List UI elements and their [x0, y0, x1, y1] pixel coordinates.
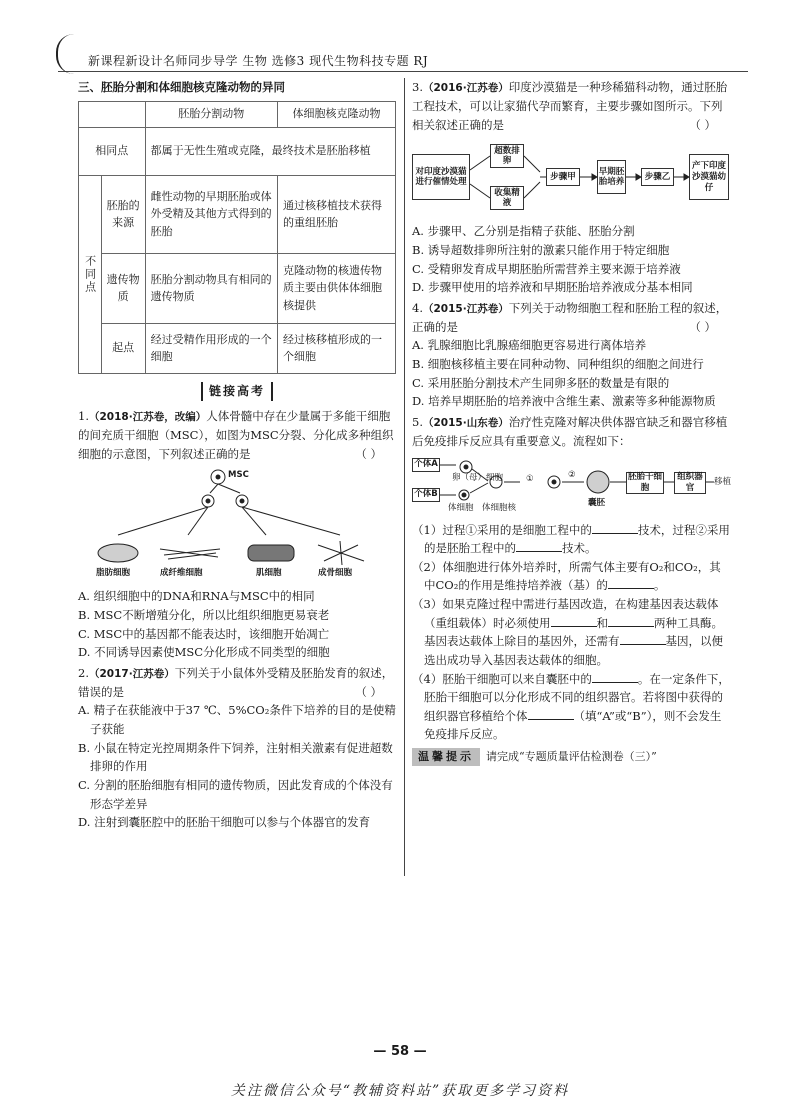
question-stem: [412, 299, 730, 337]
sub-question-text: 两种工具酶。基因表达载体上除目的基因外，还需有: [424, 615, 723, 649]
table-cell: 胚胎分割动物具有相同的遗传物质: [145, 253, 277, 323]
option: B. 诱导超数排卵所注射的激素只能作用于特定细胞: [412, 242, 670, 257]
cat-flow-figure: [412, 140, 730, 218]
row-label: 胚胎的来源: [101, 175, 145, 253]
option: C. 采用胚胎分割技术产生同卵多胚的数量是有限的: [412, 375, 670, 390]
option: A. 步骤甲、乙分别是指精子获能、胚胎分割: [412, 224, 635, 239]
option: A. 精子在获能液中于37 ℃、5%CO₂条件下培养的目的是使精子获能: [78, 703, 396, 737]
page-header: [58, 48, 748, 72]
option: B. MSC不断增殖分化，所以比组织细胞更易衰老: [78, 607, 330, 622]
header-title: 新课程新设计名师同步导学 生物 选修3 现代生物科技专题 RJ: [88, 54, 429, 68]
page-number: — 58 —: [373, 1044, 427, 1059]
answer-blank[interactable]: [516, 540, 562, 552]
sub-question-text: （2）体细胞进行体外培养时，所需气体主要有O₂和CO₂，其中CO₂的作用是维持培养液（基）的: [412, 559, 721, 593]
step-start-box: 对印度沙漠猫进行催情处理: [412, 154, 470, 200]
msc-figure: [78, 465, 396, 585]
clone-flow-figure: [412, 455, 730, 517]
answer-blank[interactable]: [620, 633, 666, 645]
sub-question-text: 和: [596, 615, 608, 630]
answer-paren: （ ）: [689, 319, 716, 334]
stem-cell-box: 胚胎干细胞: [627, 471, 662, 493]
option: A. 组织细胞中的DNA和RNA与MSC中的相同: [78, 589, 315, 604]
step-down-box: 收集精液: [490, 186, 524, 210]
section-title: 三、胚胎分割和体细胞核克隆动物的异同: [78, 80, 285, 94]
option: A. 乳腺细胞比乳腺癌细胞更容易进行离体培养: [412, 338, 647, 353]
answer-paren: （ ）: [355, 684, 382, 699]
option: C. 受精卵发育成早期胚胎所需营养主要来源于培养液: [412, 261, 681, 276]
footer-note: 关注微信公众号“教辅资料站”获取更多学习资料: [230, 1083, 570, 1099]
nucleus-label: 体细胞核: [482, 502, 517, 513]
option: D. 注射到囊胚腔中的胚胎干细胞可以参与个体器官的发育: [78, 815, 371, 830]
blastocyst-label: 囊胚: [588, 497, 606, 508]
individual-a-box: 个体A: [412, 458, 440, 472]
option: D. 不同诱导因素使MSC分化形成不同类型的细胞: [78, 645, 330, 660]
question-text: 治疗性克隆对解决供体器官缺乏和器官移植后免疫排斥反应具有重要意义。流程如下：: [412, 414, 728, 448]
table-cell: 克隆动物的核遗传物质主要由供体体细胞核提供: [277, 253, 395, 323]
question-stem: [78, 407, 396, 463]
step-up-box: 超数排卵: [490, 144, 524, 168]
question-number: 5.: [412, 414, 423, 429]
sub-question-text: （1）过程①采用的是细胞工程中的: [412, 522, 592, 537]
question-stem: [412, 413, 730, 451]
option: C. 分割的胚胎细胞有相同的遗传物质，因此发育成的个体没有形态学差异: [78, 777, 393, 811]
msc-label: MSC: [228, 470, 249, 481]
question-text: 下列关于动物细胞工程和胚胎工程的叙述，正确的是: [412, 300, 728, 334]
question-source: （2017·江苏卷）: [88, 667, 175, 680]
sub-question-text: 技术，过程②采用的是胚胎工程中的: [424, 522, 730, 556]
table-cell: 雌性动物的早期胚胎或体外受精及其他方式得到的胚胎: [145, 175, 277, 253]
sub-question-text: 。在一定条件下，胚胎干细胞可以分化形成不同的组织器官。若将图中获得的组织器官移植给个体: [424, 671, 730, 723]
link-banner: [78, 382, 396, 401]
answer-paren: （ ）: [355, 446, 382, 461]
table-cell: 经过核移植形成的一个细胞: [277, 323, 395, 373]
same-text: 都属于无性生殖或克隆，最终技术是胚胎移植: [145, 127, 395, 175]
process-1-label: ①: [526, 473, 534, 484]
question-source: （2015·江苏卷）: [422, 302, 509, 315]
table-header-col1: 胚胎分割动物: [145, 101, 277, 127]
same-label: 相同点: [79, 127, 146, 175]
tip-badge: 温馨提示: [412, 748, 480, 766]
comparison-table: [78, 101, 396, 374]
table-cell: 经过受精作用形成的一个细胞: [145, 323, 277, 373]
question-text: 下列关于小鼠体外受精及胚胎发育的叙述，错误的是: [78, 665, 394, 699]
question-stem: [412, 78, 730, 134]
answer-blank[interactable]: [608, 577, 654, 589]
answer-blank[interactable]: [528, 708, 574, 720]
question-text: 印度沙漠猫是一种珍稀猫科动物，通过胚胎工程技术，可以让家猫代孕而繁育，主要步骤如图所示。下列相关叙述正确的是: [412, 80, 728, 132]
sub-question-text: 。: [653, 578, 666, 593]
question-number: 3.: [412, 80, 423, 94]
step-end-box: 产下印度沙漠猫幼仔: [689, 154, 729, 200]
answer-blank[interactable]: [551, 615, 597, 627]
sub-question-1: [412, 521, 730, 558]
answer-blank[interactable]: [592, 671, 638, 683]
tip-bar: [412, 748, 730, 766]
process-2-label: ②: [568, 469, 576, 480]
sub-question-text: （4）胚胎干细胞可以来自囊胚中的: [412, 671, 592, 686]
column-divider: [404, 78, 405, 876]
right-column: [412, 78, 730, 766]
diff-label: 不同点: [79, 175, 102, 373]
question-text: 人体骨髓中存在少量属于多能干细胞的间充质干细胞（MSC），如图为MSC分裂、分化成多种组织细胞的示意图，下列叙述正确的是: [78, 409, 394, 461]
sub-question-3: [412, 595, 730, 670]
tip-text: 请完成“专题质量评估检测卷（三）”: [486, 750, 657, 763]
sub-question-text: 技术。: [562, 541, 597, 556]
table-corner: [79, 101, 146, 127]
question-source: （2018·江苏卷，改编）: [88, 411, 207, 424]
sub-question-text: （填“A”或“B”），则不会发生免疫排斥反应。: [424, 708, 722, 742]
option: B. 细胞核移植主要在同种动物、同种组织的细胞之间进行: [412, 357, 704, 371]
link-banner-text: 链接高考: [201, 382, 273, 401]
egg-label: 卵（母）细胞: [452, 472, 504, 483]
header-bracket: [56, 34, 78, 74]
left-column: [78, 78, 396, 834]
option: B. 小鼠在特定光控周期条件下饲养，注射相关激素有促进超数排卵的作用: [78, 740, 393, 774]
cell-label: 脂肪细胞: [96, 568, 131, 579]
organ-box: 组织器官: [674, 472, 706, 494]
option: D. 步骤甲使用的培养液和早期胚胎培养液成分基本相同: [412, 280, 693, 295]
question-number: 2.: [78, 665, 89, 680]
question-5: [412, 413, 730, 744]
question-1: [78, 407, 396, 662]
sub-question-text: 基因，以便选出成功导入基因表达载体的细胞。: [424, 634, 723, 667]
question-2: [78, 664, 396, 832]
sub-question-4: [412, 670, 730, 745]
transplant-label: 移植: [714, 476, 732, 487]
answer-blank[interactable]: [592, 522, 638, 534]
question-3: [412, 78, 730, 297]
question-number: 1.: [78, 409, 89, 424]
answer-paren: （ ）: [689, 117, 716, 132]
cell-label: 肌细胞: [256, 568, 282, 579]
step-a-box: 步骤甲: [546, 168, 580, 186]
individual-b-box: 个体B: [412, 488, 440, 502]
step-early-box: 早期胚胎培养: [597, 160, 626, 194]
cell-label: 成纤维细胞: [160, 568, 203, 579]
question-4: [412, 299, 730, 411]
soma-label: 体细胞: [448, 502, 474, 513]
step-b-box: 步骤乙: [641, 168, 674, 186]
answer-blank[interactable]: [608, 615, 654, 627]
question-stem: [78, 664, 396, 702]
question-source: （2016·江苏卷）: [422, 82, 509, 94]
option: C. MSC中的基因都不能表达时，该细胞开始凋亡: [78, 626, 330, 641]
sub-question-text: （3）如果克隆过程中需进行基因改造，在构建基因表达载体（重组载体）时必须使用: [412, 597, 719, 630]
cell-label: 成骨细胞: [318, 568, 353, 579]
option: D. 培养早期胚胎的培养液中含维生素、激素等多种能源物质: [412, 394, 716, 409]
sub-question-2: [412, 558, 730, 595]
table-header-col2: 体细胞核克隆动物: [277, 101, 395, 127]
question-number: 4.: [412, 300, 423, 315]
table-cell: 通过核移植技术获得的重组胚胎: [277, 175, 395, 253]
row-label: 起点: [101, 323, 145, 373]
row-label: 遗传物质: [101, 253, 145, 323]
question-source: （2015·山东卷）: [422, 416, 509, 429]
